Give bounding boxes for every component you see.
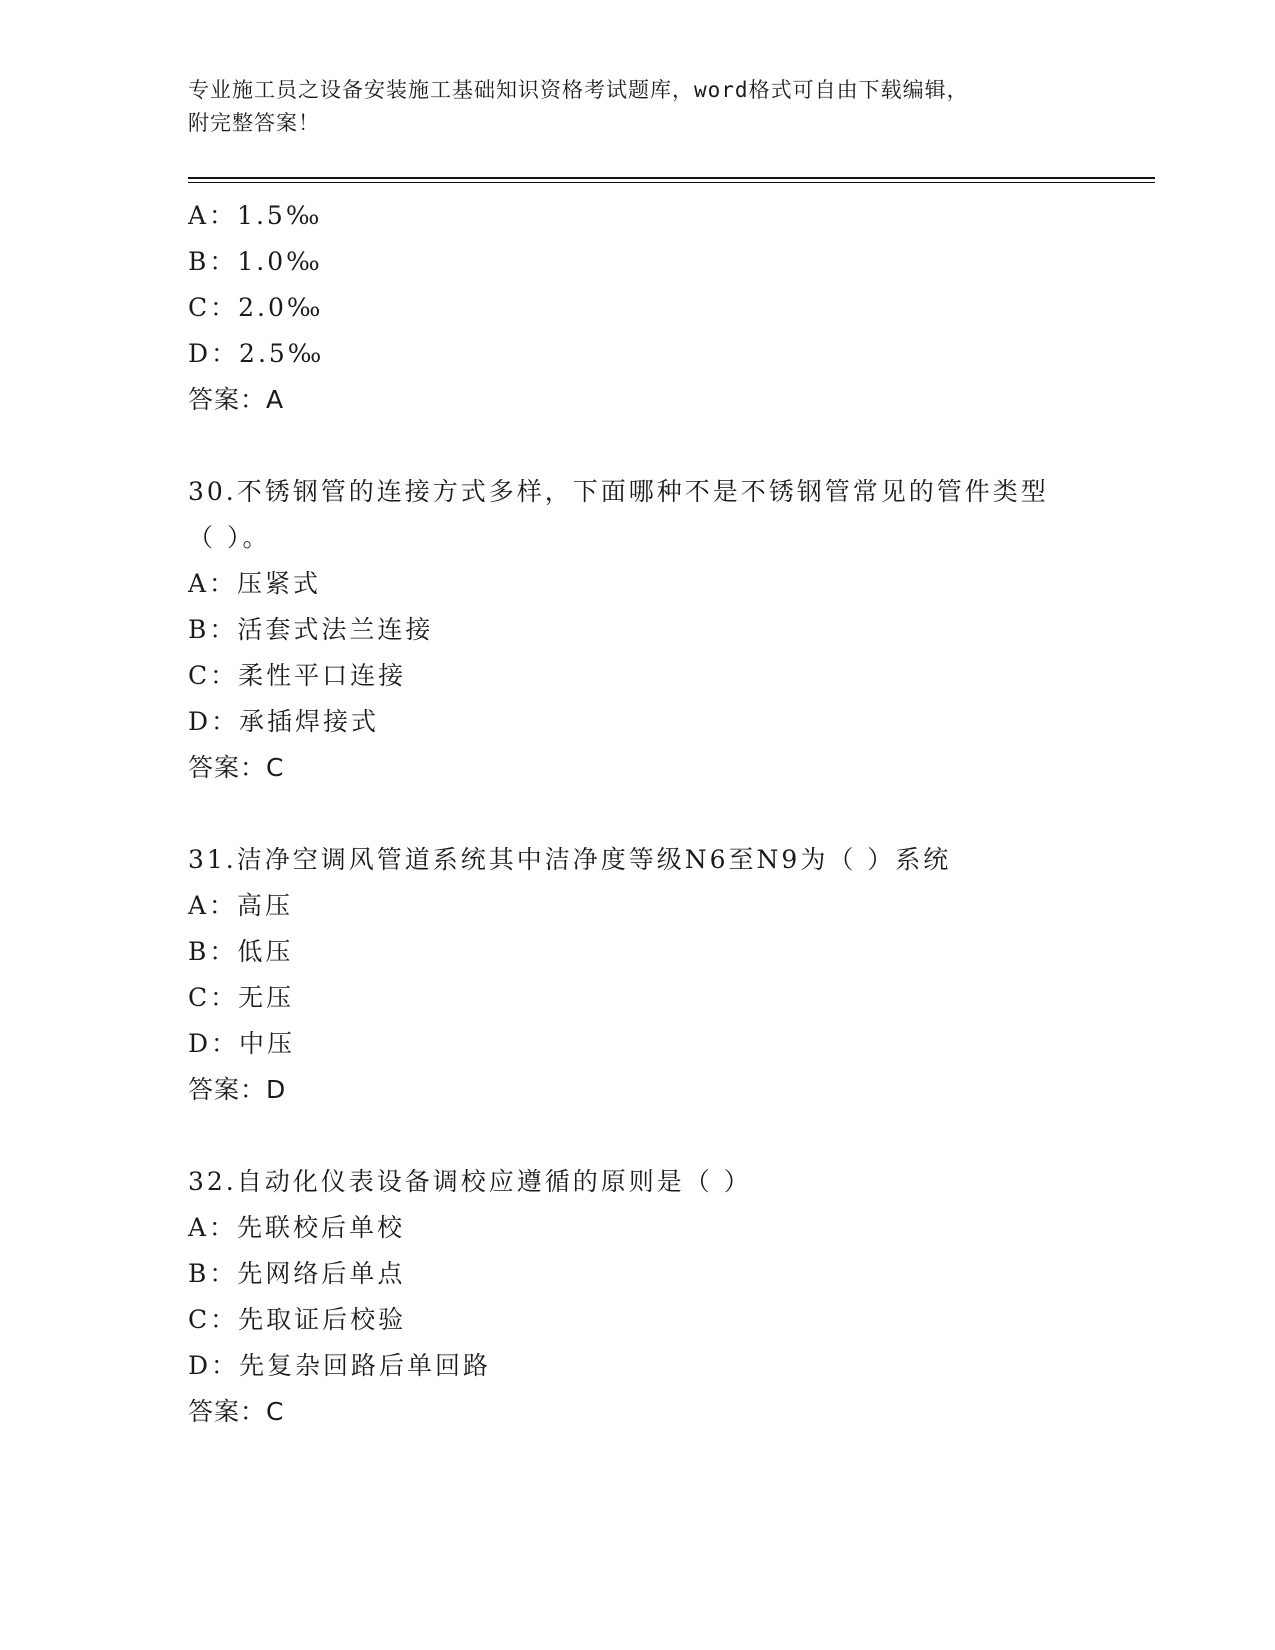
option-c: C：柔性平口连接 <box>188 661 407 690</box>
question-31 <box>188 837 1128 1113</box>
spacer <box>188 791 1128 837</box>
option-d: D：承插焊接式 <box>188 707 380 736</box>
option-b: B：低压 <box>188 937 294 966</box>
question-29-tail <box>188 193 1128 423</box>
answer: 答案：A <box>188 385 285 414</box>
question-30 <box>188 469 1128 791</box>
question-stem: 32.自动化仪表设备调校应遵循的原则是（ ） <box>188 1167 752 1196</box>
spacer <box>188 423 1128 469</box>
option-a: A：1.5‰ <box>188 201 323 230</box>
answer: 答案：C <box>188 753 285 782</box>
header-divider-thick <box>188 177 1155 179</box>
option-d: D：中压 <box>188 1029 296 1058</box>
header-line-2: 附完整答案！ <box>188 111 320 135</box>
question-stem-continued: （ ）。 <box>188 523 271 552</box>
option-b: B：1.0‰ <box>188 247 323 276</box>
question-32 <box>188 1159 1128 1435</box>
document-header <box>188 74 1088 140</box>
question-stem: 31.洁净空调风管道系统其中洁净度等级N6至N9为（ ）系统 <box>188 845 952 874</box>
answer: 答案：D <box>188 1075 287 1104</box>
option-a: A：压紧式 <box>188 569 322 598</box>
option-c: C：2.0‰ <box>188 293 324 322</box>
option-b: B：活套式法兰连接 <box>188 615 434 644</box>
option-c: C：先取证后校验 <box>188 1305 407 1334</box>
spacer <box>188 1113 1128 1159</box>
option-d: D：2.5‰ <box>188 339 325 368</box>
answer: 答案：C <box>188 1397 285 1426</box>
option-b: B：先网络后单点 <box>188 1259 406 1288</box>
question-stem: 30.不锈钢管的连接方式多样，下面哪种不是不锈钢管常见的管件类型 <box>188 477 1049 506</box>
header-line-1: 专业施工员之设备安装施工基础知识资格考试题库，word格式可自由下载编辑， <box>188 78 969 102</box>
option-a: A：先联校后单校 <box>188 1213 406 1242</box>
option-a: A：高压 <box>188 891 294 920</box>
option-d: D：先复杂回路后单回路 <box>188 1351 492 1380</box>
header-divider-thin <box>188 182 1155 183</box>
question-list <box>188 193 1128 1435</box>
option-c: C：无压 <box>188 983 295 1012</box>
